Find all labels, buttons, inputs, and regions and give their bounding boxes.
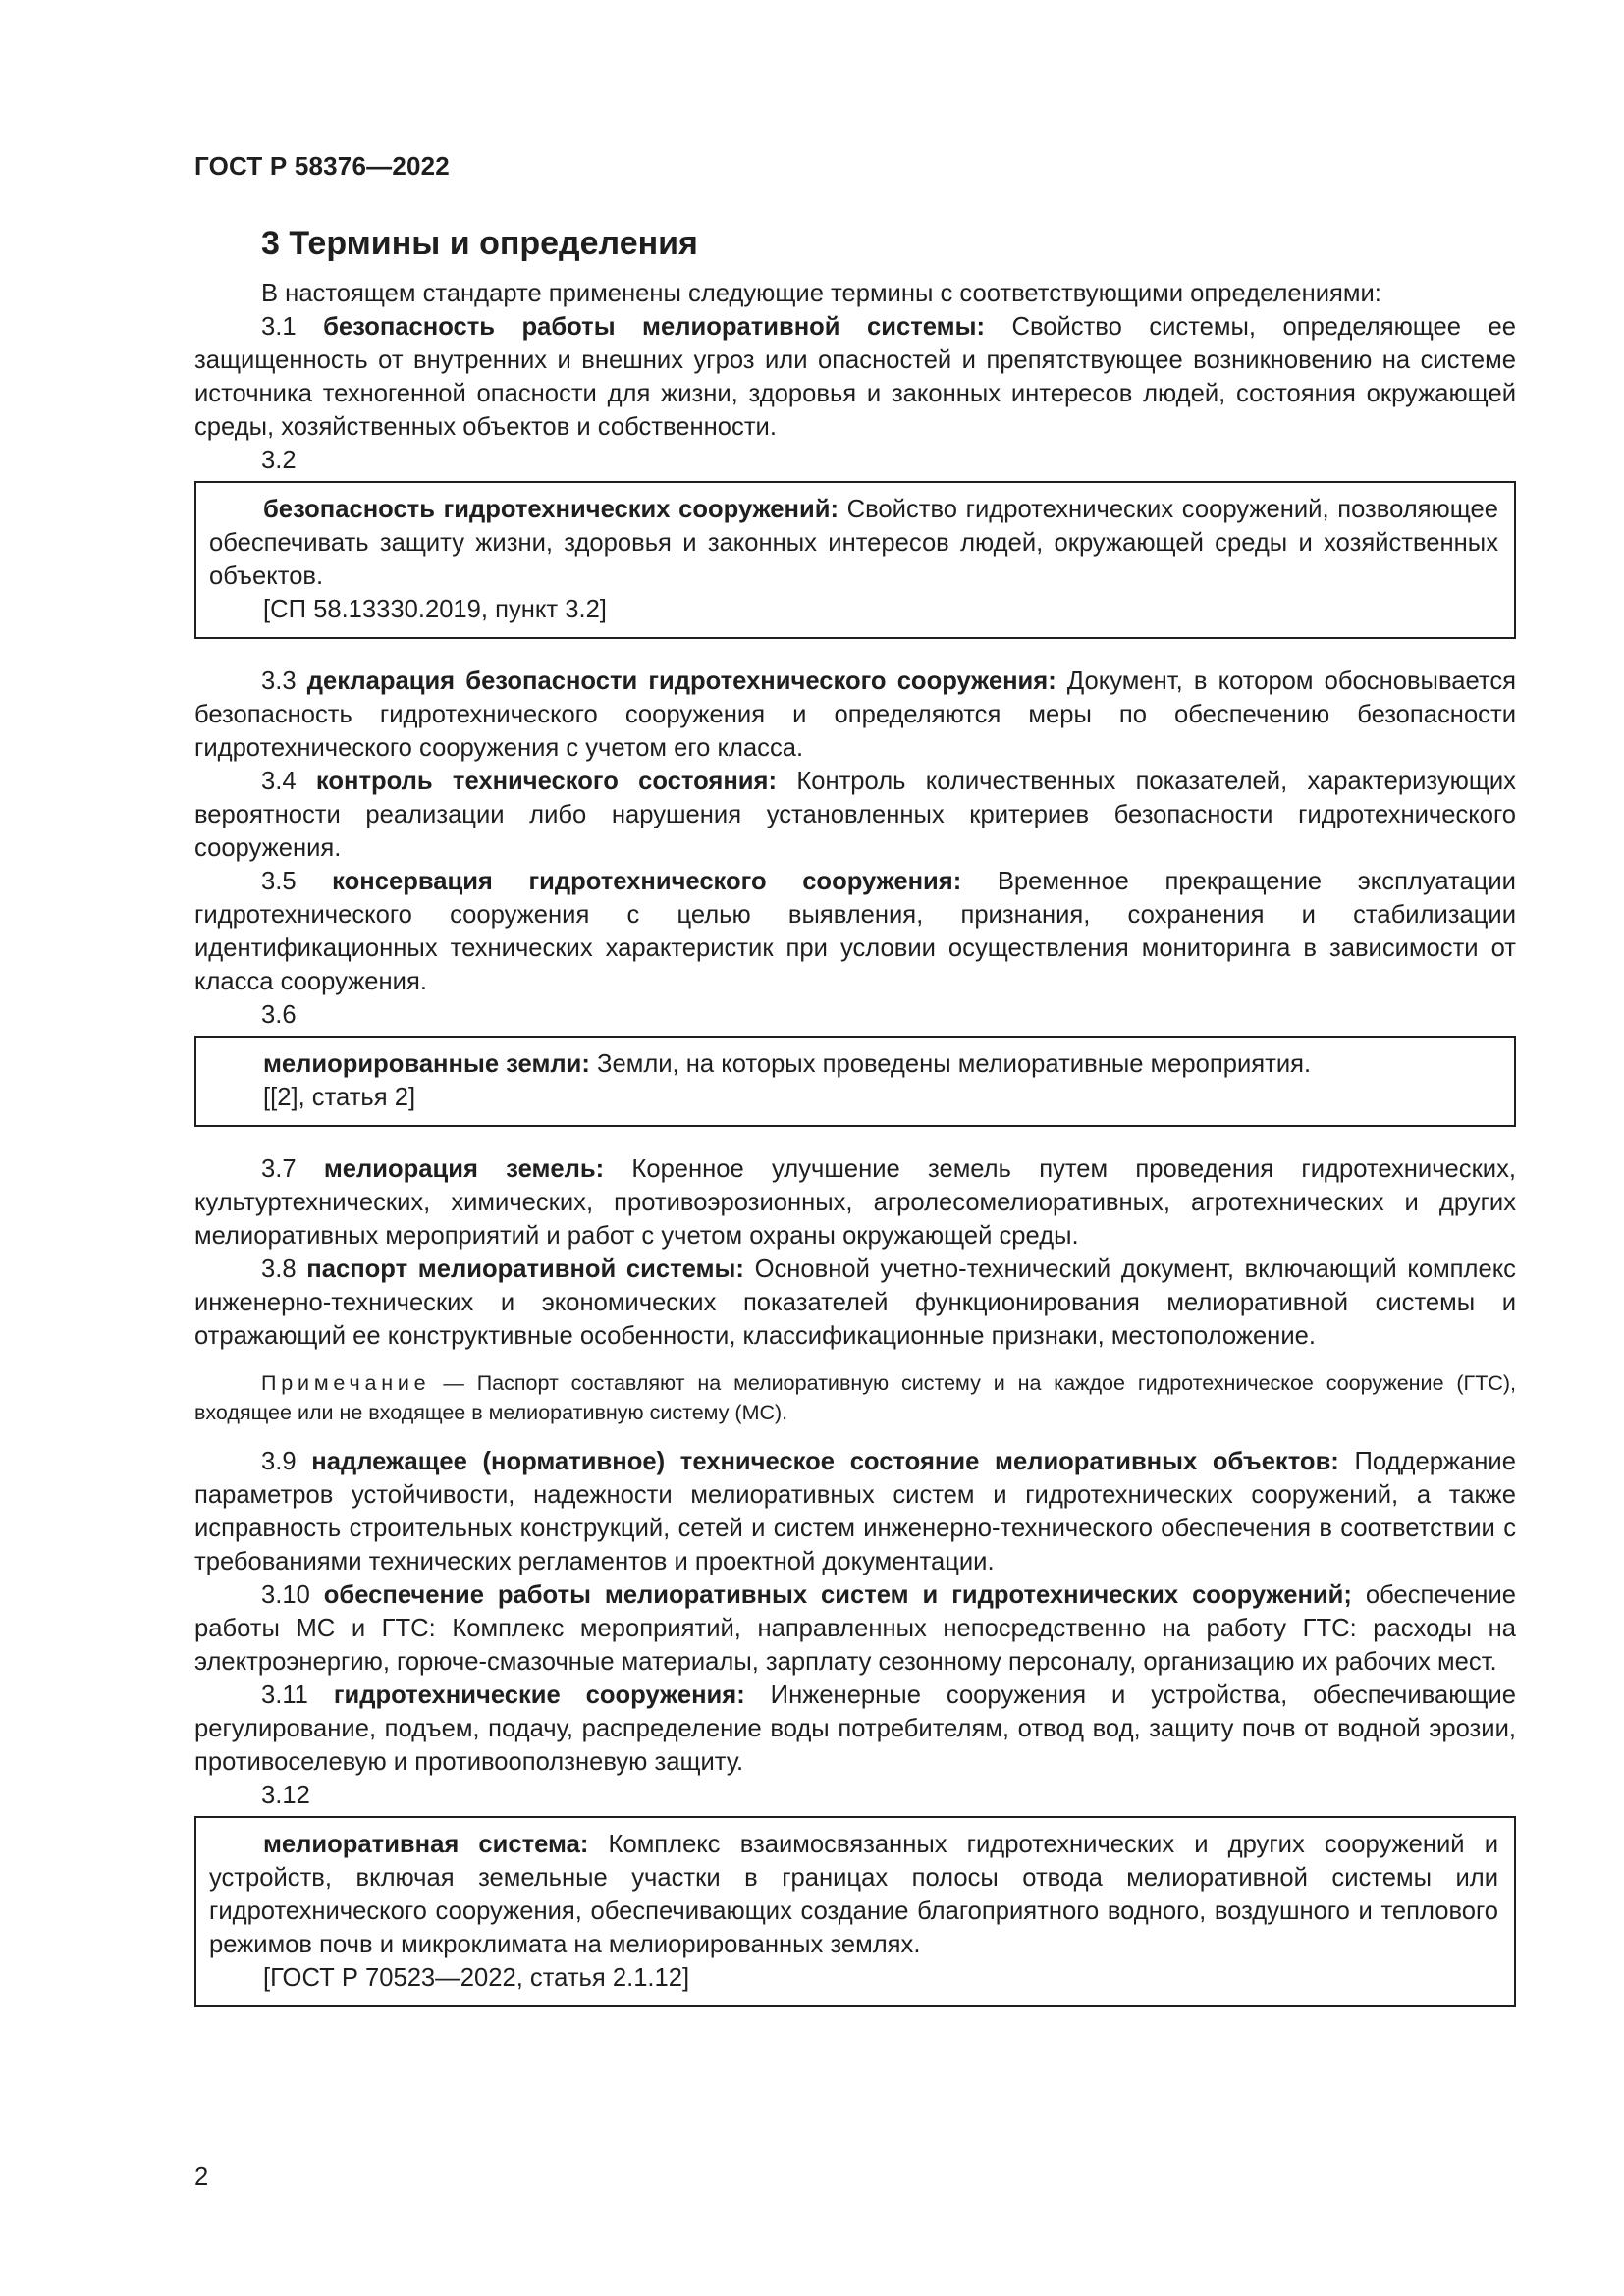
term-source: [ГОСТ Р 70523—2022, статья 2.1.12] xyxy=(263,1964,690,1992)
term-number: 3.5 xyxy=(261,868,297,895)
section-title: 3 Термины и определения xyxy=(261,225,698,262)
term-number-3-2: 3.2 xyxy=(261,447,297,474)
term-entry-3-1 xyxy=(194,310,1516,444)
term-number: 3.7 xyxy=(261,1155,297,1183)
term-entry-3-3 xyxy=(194,665,1516,765)
term-definition: Земли, на которых проведены мелиоративные мероприятия. xyxy=(597,1050,1312,1078)
term-definition: Комплекс взаимосвязанных гидротехнических и других сооружений и устройств, включая земельные участки в границах полосы отвода мелиоративной системы или гидротехнического сооружения, обеспечивающих создание благоприятного водного, воздушного и теплового режимов почв и микроклимата на мелиорированных землях. xyxy=(209,1831,1498,1958)
term-definition: Документ, в котором обосновывается безопасность гидротехнического сооружения и определяются меры по обеспечению безопасности гидротехнического сооружения с учетом его класса. xyxy=(194,667,1516,762)
term-name: надлежащее (нормативное) техническое состояние мелиоративных объектов: xyxy=(311,1448,1339,1475)
term-name: обеспечение работы мелиоративных систем и гидротехнических сооружений; xyxy=(323,1581,1352,1609)
term-entry-3-8 xyxy=(194,1253,1516,1353)
term-definition: обеспечение работы МС и ГТС: Комплекс мероприятий, направленных непосредственно на работу ГТС: расходы на электроэнергию, горюче-смазочные материалы, зарплату сезонному персоналу, организацию их рабочих мест. xyxy=(194,1581,1516,1676)
term-name: контроль технического состояния: xyxy=(315,768,777,795)
term-name: безопасность гидротехнических сооружений: xyxy=(263,496,839,523)
term-definition: Основной учетно-технический документ, включающий комплекс инженерно-технических и экономических показателей функционирования мелиоративной системы и отражающий ее конструктивные особенности, классификационные признаки, местоположение. xyxy=(194,1255,1516,1350)
term-number-3-12: 3.12 xyxy=(261,1782,310,1809)
term-name: мелиоративная система: xyxy=(263,1831,589,1858)
page-number: 2 xyxy=(194,2163,209,2191)
term-number: 3.11 xyxy=(261,1682,308,1709)
note-paragraph xyxy=(194,1368,1516,1427)
term-definition: Свойство гидротехнических сооружений, позволяющее обеспечивать защиту жизни, здоровья и законных интересов людей, окружающей среды и хозяйственных объектов. xyxy=(209,496,1498,590)
note-label: Примечание xyxy=(261,1371,431,1395)
term-entry-3-9 xyxy=(194,1445,1516,1578)
term-definition: Инженерные сооружения и устройства, обеспечивающие регулирование, подъем, подачу, распределение воды потребителям, отвод вод, защиту почв от водной эрозии, противоселевую и противооползневую защиту. xyxy=(194,1682,1516,1776)
note-text: — Паспорт составляют на мелиоративную систему и на каждое гидротехническое сооружение (ГТС), входящее или не входящее в мелиоративную систему (МС). xyxy=(194,1371,1516,1424)
term-entry-3-6 xyxy=(209,1047,1498,1081)
term-number: 3.4 xyxy=(261,768,297,795)
term-entry-3-2 xyxy=(209,493,1498,593)
term-number: 3.10 xyxy=(261,1581,310,1609)
term-number: 3.8 xyxy=(261,1255,297,1283)
quoted-term-box-3-6 xyxy=(194,1036,1516,1127)
term-number: 3.3 xyxy=(261,667,297,695)
term-name: консервация гидротехнического сооружения: xyxy=(332,868,962,895)
term-definition: Свойство системы, определяющее ее защищенность от внутренних и внешних угроз или опасностей и препятствующее возникновению на системе источника техногенной опасности для жизни, здоровья и законных интересов людей, состояния окружающей среды, хозяйственных объектов и собственности. xyxy=(194,313,1516,441)
term-name: паспорт мелиоративной системы: xyxy=(306,1255,744,1283)
quoted-term-box-3-12 xyxy=(194,1816,1516,2007)
term-definition: Коренное улучшение земель путем проведения гидротехнических, культуртехнических, химических, противоэрозионных, агролесомелиоративных, агротехнических и других мелиоративных мероприятий и работ с учетом охраны окружающей среды. xyxy=(194,1155,1516,1250)
term-definition: Поддержание параметров устойчивости, надежности мелиоративных систем и гидротехнических сооружений, а также исправность строительных конструкций, сетей и систем инженерно-технического обеспечения в соответствии с требованиями технических регламентов и проектной документации. xyxy=(194,1448,1516,1575)
term-entry-3-4 xyxy=(194,765,1516,865)
term-number-3-6: 3.6 xyxy=(261,1001,297,1029)
intro-paragraph: В настоящем стандарте применены следующие термины с соответствующими определениями: xyxy=(261,280,1381,307)
term-source: [[2], статья 2] xyxy=(263,1084,416,1111)
term-name: безопасность работы мелиоративной системы: xyxy=(323,313,985,341)
term-entry-3-5 xyxy=(194,865,1516,998)
term-name: мелиорированные земли: xyxy=(263,1050,590,1078)
term-name: декларация безопасности гидротехнического сооружения: xyxy=(306,667,1056,695)
term-source: [СП 58.13330.2019, пункт 3.2] xyxy=(263,596,607,623)
term-entry-3-12 xyxy=(209,1828,1498,1961)
term-entry-3-11 xyxy=(194,1679,1516,1779)
term-entry-3-10 xyxy=(194,1578,1516,1679)
term-entry-3-7 xyxy=(194,1152,1516,1253)
document-header: ГОСТ Р 58376—2022 xyxy=(194,151,450,181)
document-content xyxy=(194,224,1516,2033)
term-number: 3.9 xyxy=(261,1448,297,1475)
term-name: гидротехнические сооружения: xyxy=(333,1682,745,1709)
term-number: 3.1 xyxy=(261,313,297,341)
term-name: мелиорация земель: xyxy=(323,1155,605,1183)
term-definition: Временное прекращение эксплуатации гидротехнического сооружения с целью выявления, признания, сохранения и стабилизации идентификационных технических характеристик при условии осуществления мониторинга в зависимости от класса сооружения. xyxy=(194,868,1516,995)
quoted-term-box-3-2 xyxy=(194,481,1516,639)
term-definition: Контроль количественных показателей, характеризующих вероятности реализации либо нарушения установленных критериев безопасности гидротехнического сооружения. xyxy=(194,768,1516,862)
